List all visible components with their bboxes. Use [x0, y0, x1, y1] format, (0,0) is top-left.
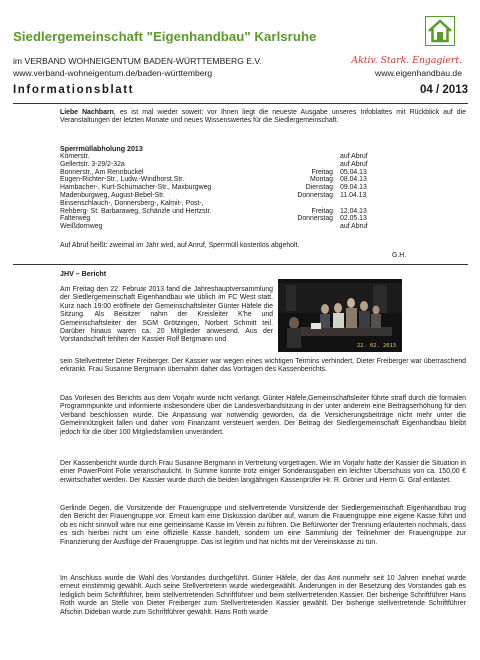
schedule-row	[60, 215, 405, 223]
slogan: Aktiv. Stark. Engagiert.	[351, 55, 462, 66]
schedule-date: auf Abruf	[340, 223, 368, 231]
jhv-paragraph-5: Im Anschluss wurde die Wahl des Vorstandes durchgeführt. Günter Häfele, der das Amt nunmehr seit 10 Jahren innehat wurde erneut einstimmig gewählt. Auch seine Stellvertreterin wurde wiedergewählt. Änderungen in der Besetzung des Vorstandes gab es lediglich beim Schriftführer, beim stellvertretenden Schriftführer und beim stellvertretenden Kassier. Der bisherige Schriftführer Hans Roth wurde an Stelle von Dieter Freiberger zum Stellvertretenden Kassier gewählt. Der bisherige stellvertretende Schriftführer Afschin Dideban wurde zum Schriftführer gewählt. Hans Roth wurde	[60, 575, 466, 616]
sperrmuell-heading: Sperrmüllabholung 2013	[60, 145, 143, 153]
intro-greeting: Liebe Nachbarn	[60, 109, 114, 116]
schedule-date: 02.05.13	[340, 215, 367, 223]
sperrmuell-schedule	[60, 153, 405, 231]
schedule-street: Hambacher-, Kurt-Schumacher-Str., Maxburgweg	[60, 184, 212, 192]
meeting-photo-image	[278, 279, 402, 352]
association-subtitle: im VERBAND WOHNEIGENTUM BADEN-WÜRTTEMBERG E.V.	[13, 56, 262, 66]
sperrmuell-note: Auf Abruf heißt: zweimal im Jahr wird, auf Anruf, Sperrmüll kostenlos abgeholt.	[60, 242, 300, 249]
jhv-heading: JHV – Bericht	[60, 270, 107, 278]
schedule-row	[60, 192, 405, 200]
schedule-day: Freitag	[311, 207, 333, 215]
schedule-row	[60, 184, 405, 192]
schedule-street: Binsenschlauch-, Donnersberg-, Kalmit-, Post-,	[60, 199, 204, 207]
association-url: www.verband-wohneigentum.de/baden-württemberg	[13, 68, 213, 78]
schedule-date: auf Abruf	[340, 160, 368, 168]
schedule-row	[60, 223, 405, 231]
schedule-date: auf Abruf	[340, 153, 368, 160]
schedule-row	[60, 208, 405, 216]
schedule-row	[60, 176, 405, 184]
house-logo-icon	[425, 16, 455, 46]
schedule-day: Dienstag	[305, 184, 333, 192]
schedule-street: Kömerstr.	[60, 153, 90, 160]
schedule-street: Madenburgweg, August-Bebel-Str.	[60, 191, 165, 199]
schedule-row	[60, 169, 405, 177]
schedule-street: Falterweg	[60, 215, 91, 223]
section-divider	[13, 264, 468, 265]
meeting-photo	[278, 279, 402, 352]
issue-number: 04 / 2013	[420, 84, 468, 96]
jhv-paragraph-1: Am Freitag den 22. Februar 2013 fand die Jahreshauptversammlung der Siedlergemeinschaft Eigenhandbau wie üblich im FC West statt. Kurz nach 19:00 eröffnete der Gemeinschaftsleiter Günter Häfele die Sitzung. Als Beisitzer nahm der Kreisleiter K'he und Gemeinschaftsleiter der SGM Grötzingen, Norbert Schmitt teil. Darüber hinaus waren ca. 20 Mitglieder anwesend. Aus der Vorstandschaft fehlten der Kassier Rolf Bergmann und	[60, 286, 273, 344]
schedule-row	[60, 200, 405, 208]
schedule-day: Freitag	[311, 168, 333, 176]
title-divider	[13, 103, 468, 104]
schedule-row	[60, 153, 405, 161]
photo-date-stamp: 22. 02. 2013	[357, 343, 396, 349]
schedule-date: 12.04.13	[340, 207, 367, 215]
schedule-date: 05.04.13	[340, 168, 367, 176]
jhv-paragraph-1-cont: sein Stellvertreter Dieter Freiberger. Der Kassier war wegen eines wichtigen Termins verhindert, Dieter Freiberger war überraschend erkrankt. Frau Susanne Bergmann übernahm daher das Vortragen des Kassenberichts.	[60, 358, 466, 374]
schedule-date: 09.04.13	[340, 184, 367, 192]
website-url: www.eigenhandbau.de	[375, 68, 462, 78]
schedule-street: Bonnerstr., Am Rennbuckel	[60, 168, 144, 176]
schedule-day: Montag	[310, 176, 333, 184]
schedule-date: 08.04.13	[340, 176, 367, 184]
signature-initials: G.H.	[392, 252, 407, 259]
jhv-paragraph-3: Der Kassenbericht wurde durch Frau Susanne Bergmann in Vertretung vorgetragen. Wie im Vorjahr hatte der Kassier die Situation in einer PowerPoint Folie veranschaulicht. In Summe konnte trotz einiger Sonderausgaben ein leichter Überschuss von ca. 150,00 € erwirtschaftet werden. Der Kassier wurde durch die beiden langjährigen Kassenprüfer Hr. R. Gröner und Herrn G. Graf entlastet.	[60, 460, 466, 484]
intro-paragraph	[60, 109, 466, 126]
schedule-day: Donnerstag	[297, 191, 333, 199]
schedule-date: 11.04.13	[340, 191, 367, 199]
schedule-street: Weißdornweg	[60, 223, 103, 231]
schedule-street: Gellertstr. 3-29/2-32a	[60, 160, 125, 168]
schedule-day: Donnerstag	[297, 215, 333, 223]
info-title-row	[13, 84, 468, 104]
organization-title: Siedlergemeinschaft "Eigenhandbau" Karlsruhe	[13, 29, 317, 44]
intro-text: , es ist mal wieder soweit: vor Ihnen liegt die neueste Ausgabe unseres Infoblattes mit Rückblick auf die Veranstaltungen der letzten Monate und neues Wissenswertes für die Siedlergemeinschaft.	[60, 109, 466, 125]
newsletter-title: Informationsblatt	[13, 84, 135, 96]
schedule-row	[60, 161, 405, 169]
schedule-street: Rehberg- St. Barbaraweg, Schänzle und Hertzstr.	[60, 207, 212, 215]
schedule-street: Eugen-Richter-Str., Ludw.-Windhorst.Str.	[60, 176, 185, 184]
jhv-paragraph-4: Gerlinde Degen, die Vorsitzende der Frauengruppe und stellvertretende Vorsitzende der Siedlergemeinschaft Eigenhandbau trug den Bericht der Frauengruppe vor. Erneut kam eine Diskussion darüber auf, warum die Frauengruppe eine eigene Kasse führt und ob es nicht sinnvoll wäre nur eine gemeinsame Kasse im Verein zu führen. Die Befürworter der Trennung erläuterten nochmals, dass es sich hierbei nicht um eine offizielle Kasse handelt, sondern um eine Sammlung der Teilnehmer der Frauengruppe zur Finanzierung der Ausflüge der Frauengruppe. Das ist legitim und hat nichts mit der Vereinskasse zu tun.	[60, 505, 466, 546]
jhv-paragraph-2: Das Vorlesen des Berichts aus dem Vorjahr wurde nicht verlangt. Günter Häfele,Gemeinschaftsleiter führte straff durch die formalen Programmpunkte und informierte insbesondere über die Landesverbandsitzung in der unter anderem eine Beitragserhöhung für den Verband beschlossen wurde. Die Anpassung war notwendig geworden, da die Versicherungsbeiträge nicht mehr unter die Gemeinnützigkeit fallen und daher vom Finanzamt versteuert werden. Der Beitrag der Siedlergemeinschaft Eigenhandbau bleibt jedoch für die über 100 Mitgliedsfamilien unverändert.	[60, 395, 466, 436]
